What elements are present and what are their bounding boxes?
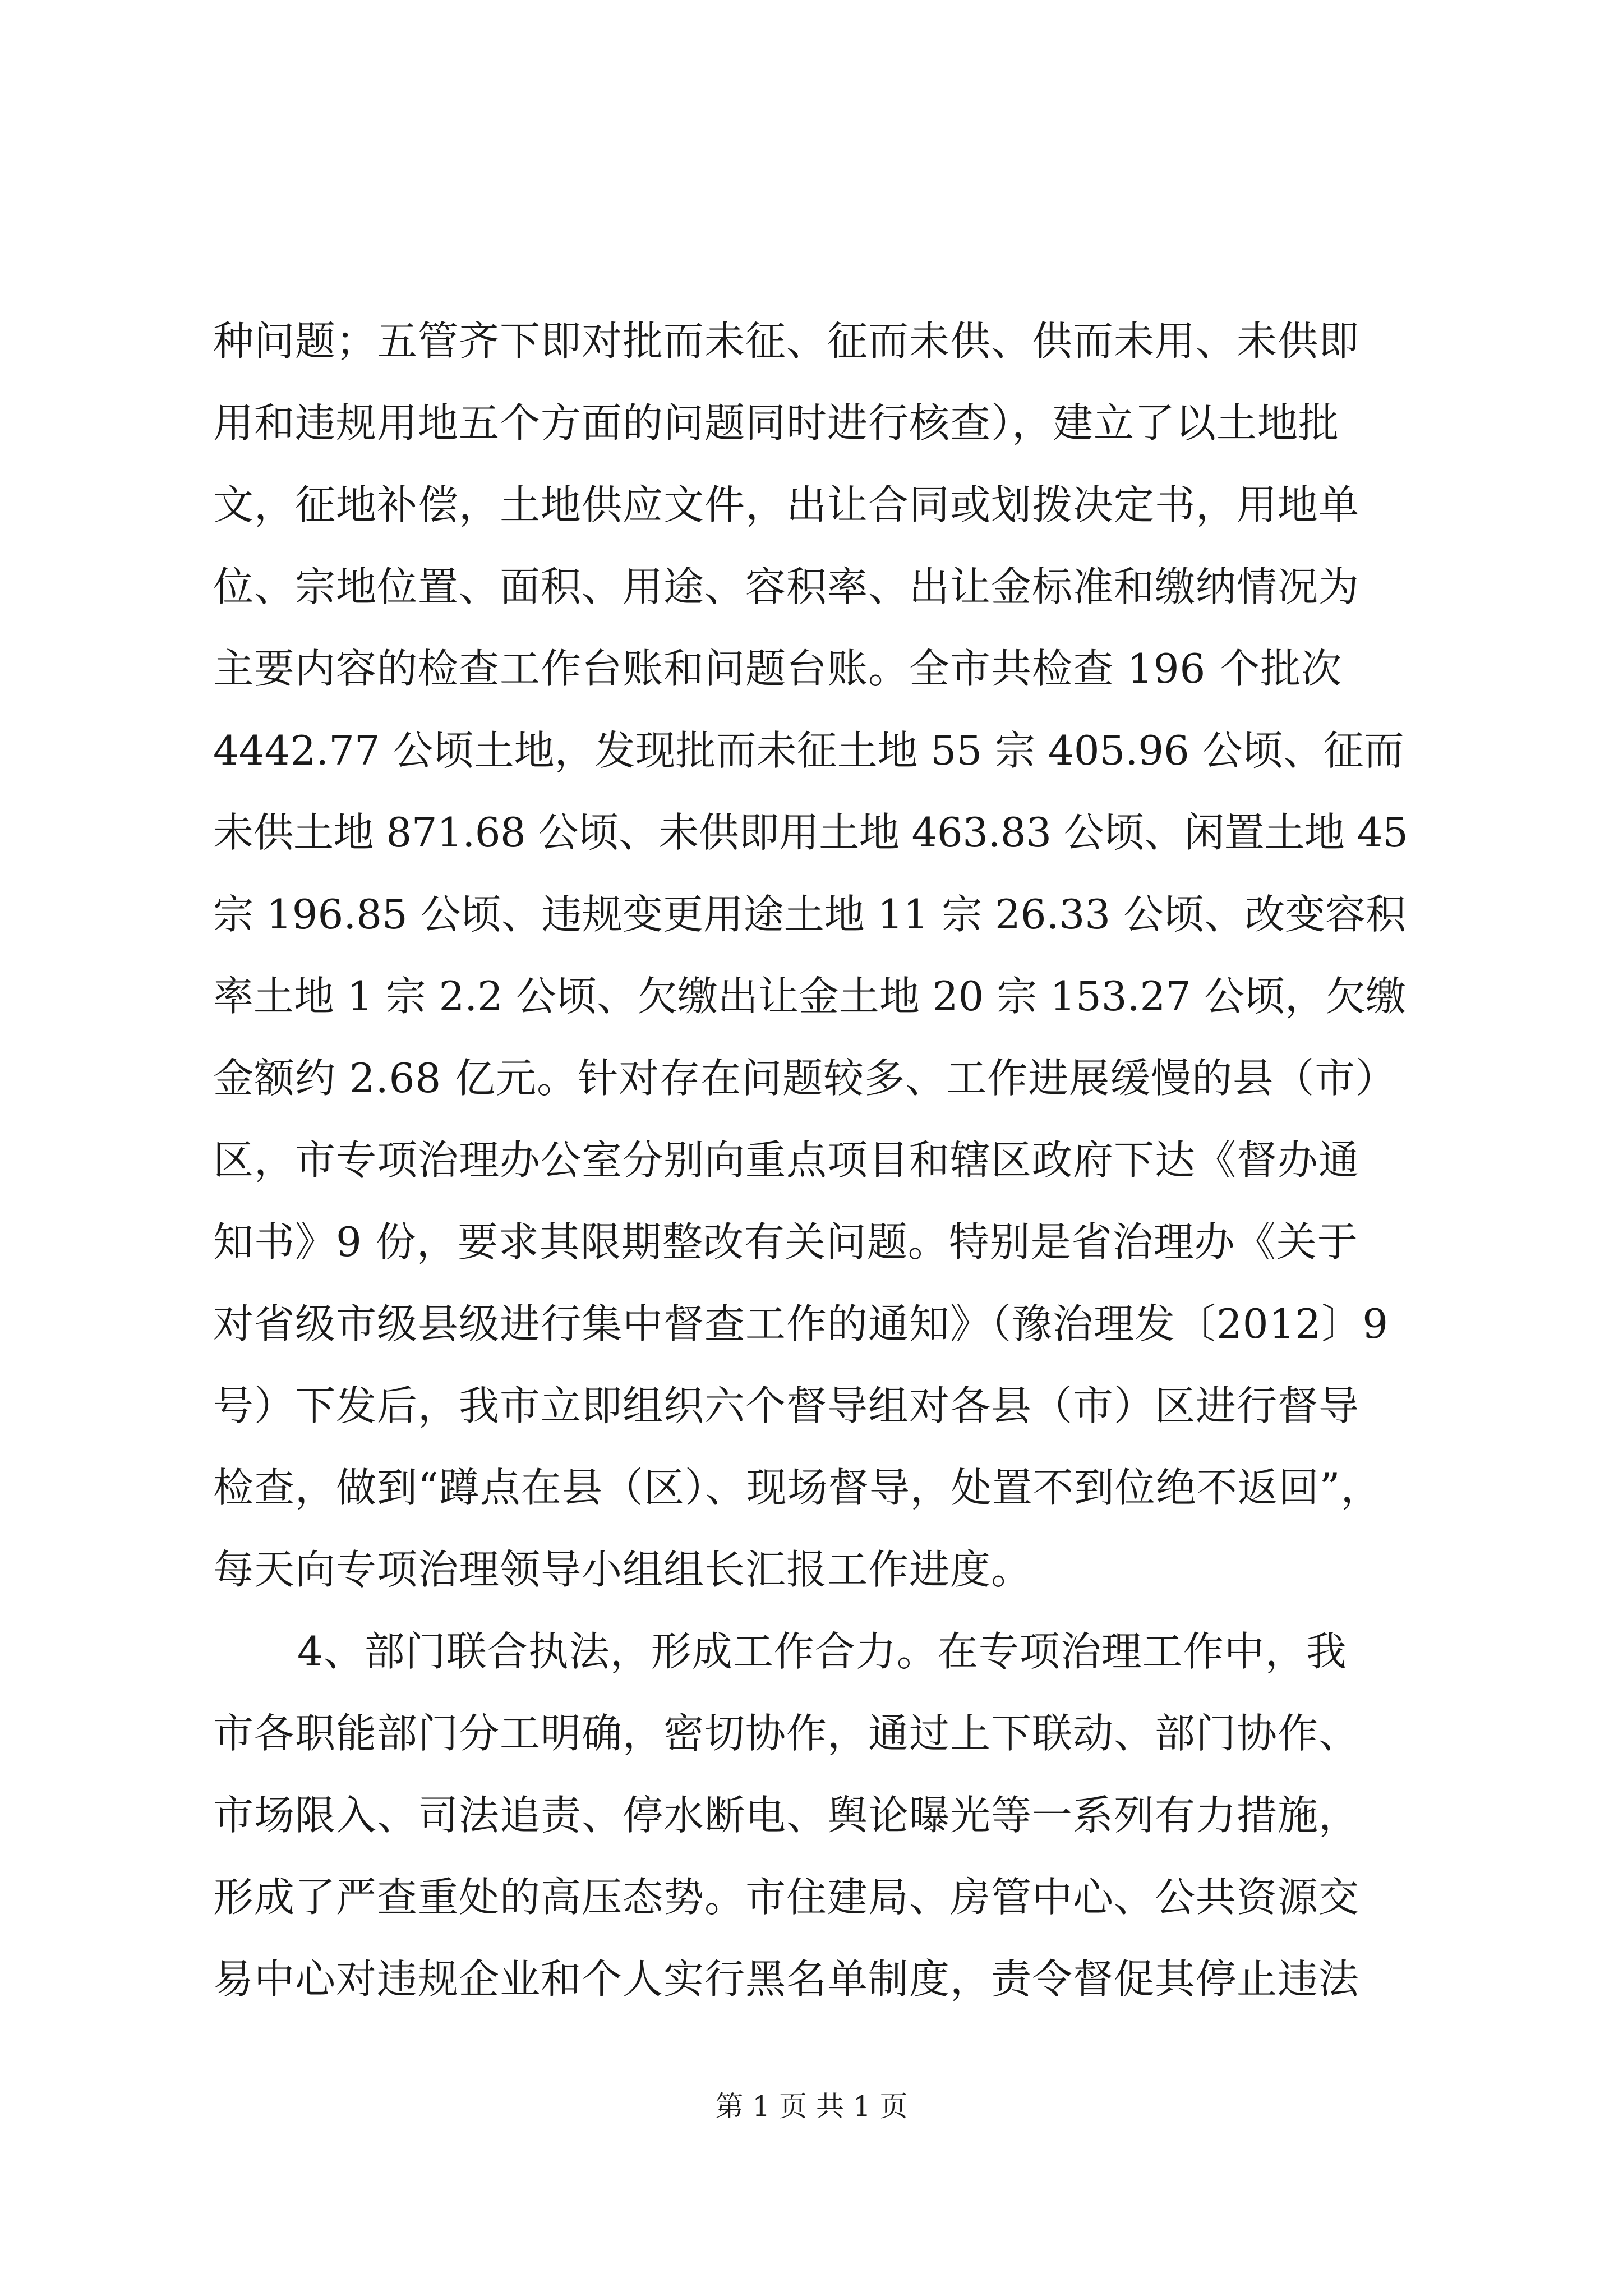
body-text	[213, 300, 1413, 2020]
text-line: 每天向专项治理领导小组组长汇报工作进度。	[213, 1546, 1032, 1593]
text-line: 位、宗地位置、面积、用途、容积率、出让金标准和缴纳情况为	[213, 563, 1360, 610]
text-line: 4442.77 公顷土地，发现批而未征土地 55 宗 405.96 公顷、征而	[213, 727, 1404, 774]
text-line: 区，市专项治理办公室分别向重点项目和辖区政府下达《督办通	[213, 1137, 1360, 1184]
text-line: 率土地 1 宗 2.2 公顷、欠缴出让金土地 20 宗 153.27 公顷，欠缴	[213, 973, 1406, 1020]
text-line: 用和违规用地五个方面的问题同时进行核查），建立了以土地批	[213, 399, 1340, 447]
text-line: 号）下发后，我市立即组织六个督导组对各县（市）区进行督导	[213, 1382, 1360, 1429]
text-line: 金额约 2.68 亿元。针对存在问题较多、工作进展缓慢的县（市）	[213, 1055, 1397, 1102]
text-line: 检查，做到“蹲点在县（区）、现场督导，处置不到位绝不返回”，	[213, 1464, 1382, 1511]
text-line: 主要内容的检查工作台账和问题台账。全市共检查 196 个批次	[213, 645, 1343, 692]
text-line: 知书》9 份，要求其限期整改有关问题。特别是省治理办《关于	[213, 1218, 1358, 1266]
text-line: 形成了严查重处的高压态势。市住建局、房管中心、公共资源交	[213, 1874, 1360, 1921]
paragraph-start-line: 4、部门联合执法，形成工作合力。在专项治理工作中，我	[297, 1628, 1347, 1675]
text-line: 未供土地 871.68 公顷、未供即用土地 463.83 公顷、闲置土地 45	[213, 809, 1408, 856]
text-line: 市各职能部门分工明确，密切协作，通过上下联动、部门协作、	[213, 1710, 1360, 1757]
text-line: 对省级市级县级进行集中督查工作的通知》（豫治理发〔2012〕9	[213, 1300, 1389, 1347]
text-line: 种问题；五管齐下即对批而未征、征而未供、供而未用、未供即	[213, 318, 1360, 365]
text-line: 宗 196.85 公顷、违规变更用途土地 11 宗 26.33 公顷、改变容积	[213, 891, 1406, 938]
text-line: 市场限入、司法追责、停水断电、舆论曝光等一系列有力措施，	[213, 1792, 1360, 1839]
page-footer: 第 1 页 共 1 页	[715, 2090, 908, 2123]
text-line: 文，征地补偿，土地供应文件，出让合同或划拨决定书，用地单	[213, 481, 1360, 528]
text-line: 易中心对违规企业和个人实行黑名单制度，责令督促其停止违法	[213, 1955, 1360, 2003]
